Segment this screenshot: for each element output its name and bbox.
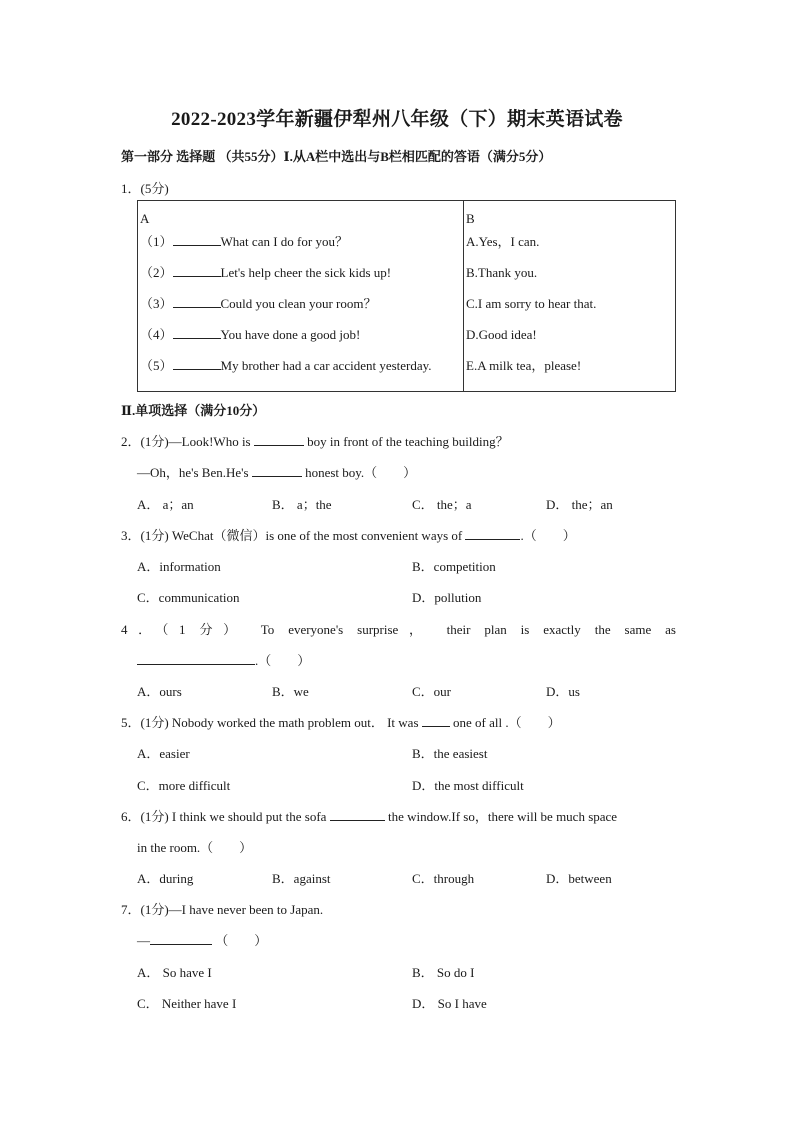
answer-blank[interactable] (173, 358, 221, 370)
answer-blank[interactable] (252, 465, 302, 477)
q2-option-a[interactable]: A． a；an (137, 497, 194, 512)
q3-option-c[interactable]: C．communication (137, 590, 240, 605)
q4-line2: .（ ） (137, 650, 310, 669)
q1-label: 1．(5分) (121, 181, 169, 196)
q7-option-d[interactable]: D． So I have (412, 996, 487, 1011)
answer-blank[interactable] (254, 434, 304, 446)
q5-line1: 5．(1分) Nobody worked the math problem out． It was one of all .（ ） (121, 715, 561, 730)
column-a-item: （1） What can I do for you？ (140, 234, 348, 249)
column-a-item: （5） My brother had a car accident yesterday. (140, 358, 432, 373)
column-b-item: C.I am sorry to hear that. (466, 296, 597, 311)
q2-line2: —Oh，he's Ben.He's honest boy.（ ） (137, 465, 417, 480)
answer-blank[interactable] (173, 265, 221, 277)
q3-option-b[interactable]: B．competition (412, 559, 496, 574)
q2-option-d[interactable]: D． the；an (546, 497, 613, 512)
q7-line1: 7．(1分)—I have never been to Japan. (121, 902, 324, 917)
q4-option-a[interactable]: A．ours (137, 684, 182, 699)
matching-table (137, 200, 676, 392)
answer-blank[interactable] (465, 528, 520, 540)
column-b-item: E.A milk tea，please! (466, 358, 582, 373)
answer-blank[interactable] (150, 933, 212, 945)
q6-option-c[interactable]: C．through (412, 871, 475, 886)
q6-line1: 6．(1分) I think we should put the sofa the window.If so，there will be much space (121, 809, 618, 824)
column-b-header: B (466, 211, 475, 226)
answer-blank[interactable] (422, 715, 450, 727)
q3-option-d[interactable]: D．pollution (412, 590, 482, 605)
q5-option-b[interactable]: B．the easiest (412, 746, 488, 761)
q6-option-a[interactable]: A．during (137, 871, 194, 886)
part1-heading: 第一部分 选择题 （共55分）Ⅰ.从A栏中选出与B栏相匹配的答语（满分5分） (121, 149, 552, 164)
column-a-item: （4） You have done a good job! (140, 327, 361, 342)
q5-option-d[interactable]: D．the most difficult (412, 778, 524, 793)
column-b (464, 201, 676, 392)
q3-option-a[interactable]: A．information (137, 559, 221, 574)
q6-option-b[interactable]: B．against (272, 871, 331, 886)
column-a-header: A (140, 211, 150, 226)
column-b-item: D.Good idea! (466, 327, 537, 342)
q5-option-c[interactable]: C．more difficult (137, 778, 231, 793)
q6-option-d[interactable]: D．between (546, 871, 612, 886)
answer-blank[interactable] (173, 296, 221, 308)
q7-option-c[interactable]: C． Neither have I (137, 996, 237, 1011)
q7-line2: — （ ） (137, 933, 268, 948)
column-a-item: （3） Could you clean your room？ (140, 296, 377, 311)
q7-option-b[interactable]: B． So do I (412, 965, 475, 980)
q3-line1: 3．(1分) WeChat（微信）is one of the most convenient ways of .（ ） (121, 528, 576, 543)
q5-option-a[interactable]: A．easier (137, 746, 190, 761)
q6-line2: in the room.（ ） (137, 840, 253, 855)
part2-heading: Ⅱ.单项选择（满分10分） (121, 403, 266, 418)
q2-option-b[interactable]: B． a；the (272, 497, 332, 512)
q7-option-a[interactable]: A． So have I (137, 965, 212, 980)
answer-blank[interactable] (173, 234, 221, 246)
q4-option-b[interactable]: B．we (272, 684, 309, 699)
column-a-item: （2） Let's help cheer the sick kids up! (140, 265, 392, 280)
page-title: 2022-2023学年新疆伊犁州八年级（下）期末英语试卷 (171, 109, 623, 130)
answer-blank[interactable] (173, 327, 221, 339)
q4-option-d[interactable]: D．us (546, 684, 580, 699)
column-b-item: B.Thank you. (466, 265, 538, 280)
q4-option-c[interactable]: C．our (412, 684, 452, 699)
answer-blank[interactable] (137, 653, 255, 665)
q2-line1: 2．(1分)—Look!Who is boy in front of the teaching building？ (121, 434, 509, 449)
column-a (138, 201, 464, 392)
column-b-item: A.Yes，I can. (466, 234, 540, 249)
q2-option-c[interactable]: C． the；a (412, 497, 472, 512)
answer-blank[interactable] (330, 809, 385, 821)
q4-line1: 4．（1 分） To everyone's surprise， their plan is exactly the same as (121, 622, 676, 637)
